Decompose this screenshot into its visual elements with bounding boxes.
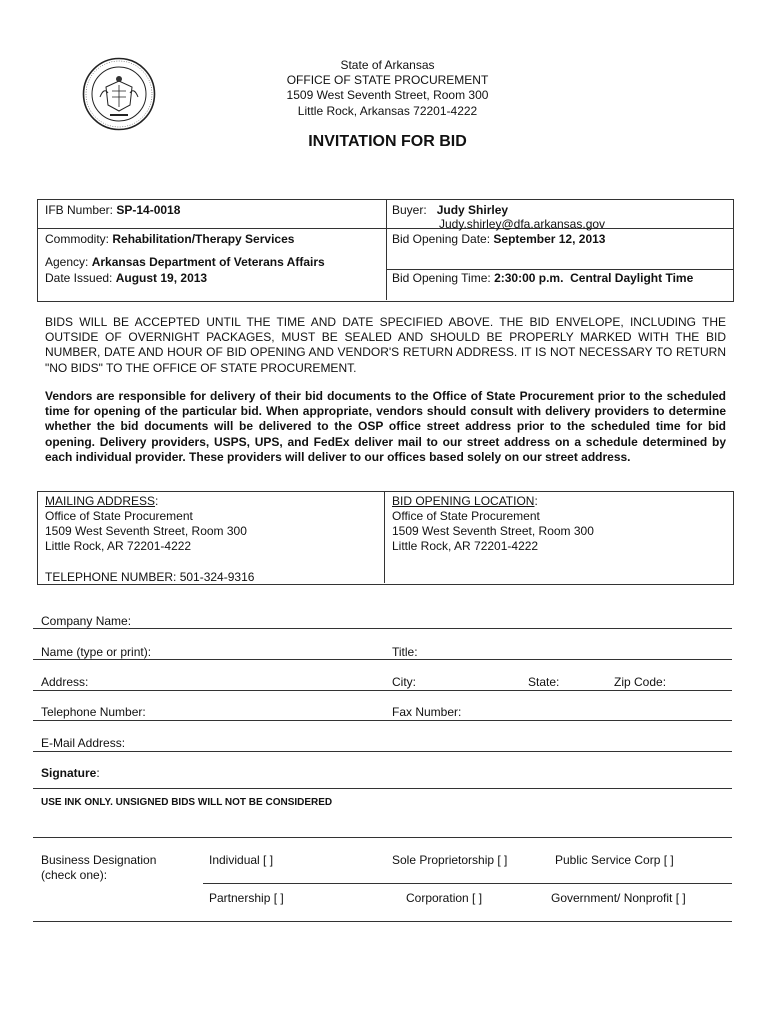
checkbox-corporation[interactable]: Corporation [ ] [406, 891, 483, 905]
designation-label: Business Designation [41, 853, 157, 867]
location-heading: BID OPENING LOCATION: [392, 494, 538, 508]
company-name-field[interactable] [33, 628, 732, 629]
ifb-number: IFB Number: SP-14-0018 [45, 203, 181, 217]
info-row-line [38, 228, 733, 229]
zip-label: Zip Code: [614, 675, 667, 689]
location-line2: 1509 West Seventh Street, Room 300 [392, 524, 594, 538]
bid-notice: BIDS WILL BE ACCEPTED UNTIL THE TIME AND DATE SPECIFIED ABOVE. THE BID ENVELOPE, INCLUDING THE OUTSIDE OF OVERNIGHT PACKAGES, MUST BE SEALED AND SHOULD BE PROPERLY MARKED WITH THE BID NUMBER, DATE AND HOUR OF BID OPENING AND VENDOR'S RETURN ADDRESS. IT IS NOT NECESSARY TO RETURN "NO BIDS" TO THE OFFICE OF STATE PROCUREMENT. [45, 315, 726, 375]
mailing-line1: Office of State Procurement [45, 509, 193, 523]
telephone-number: TELEPHONE NUMBER: 501-324-9316 [45, 570, 255, 584]
agency: Agency: Arkansas Department of Veterans Affairs [45, 255, 325, 269]
checkbox-sole-proprietorship[interactable]: Sole Proprietorship [ ] [392, 853, 508, 867]
buyer: Buyer: Judy Shirley [392, 203, 509, 217]
name-label: Name (type or print): [41, 645, 152, 659]
mailing-heading: MAILING ADDRESS: [45, 494, 159, 508]
phone-fax-field[interactable] [33, 720, 732, 721]
checkbox-government-nonprofit[interactable]: Government/ Nonprofit [ ] [551, 891, 686, 905]
designation-row-line [203, 883, 732, 884]
ink-notice-line [33, 837, 732, 838]
designation-bottom-line [33, 921, 732, 922]
address-label: Address: [41, 675, 89, 689]
email-label: E-Mail Address: [41, 736, 126, 750]
designation-sublabel: (check one): [41, 868, 108, 882]
info-row-line-right [386, 269, 733, 270]
commodity: Commodity: Rehabilitation/Therapy Services [45, 232, 295, 246]
ink-notice: USE INK ONLY. UNSIGNED BIDS WILL NOT BE CONSIDERED [41, 797, 333, 808]
date-issued: Date Issued: August 19, 2013 [45, 271, 208, 285]
vendor-notice: Vendors are responsible for delivery of their bid documents to the Office of State Procurement prior to the scheduled time for opening of the particular bid. When appropriate, vendors should consult with delivery providers to determine whether the bid documents will be delivered to the OSP office street address prior to the scheduled time for bid opening. Delivery providers, USPS, UPS, and FedEx deliver mail to our street address on a schedule determined by each individual provider. These providers will deliver to our offices based solely on our street address. [45, 389, 726, 464]
header-city: Little Rock, Arkansas 72201-4222 [297, 104, 478, 118]
telephone-label: Telephone Number: [41, 705, 146, 719]
fax-label: Fax Number: [392, 705, 462, 719]
title-label: Title: [392, 645, 418, 659]
signature-field[interactable] [33, 788, 732, 789]
checkbox-individual[interactable]: Individual [ ] [209, 853, 274, 867]
bid-opening-date: Bid Opening Date: September 12, 2013 [392, 232, 606, 246]
header-street: 1509 West Seventh Street, Room 300 [286, 88, 489, 102]
header-office: OFFICE OF STATE PROCUREMENT [286, 73, 489, 87]
state-label: State: [528, 675, 560, 689]
company-name-label: Company Name: [41, 614, 132, 628]
city-label: City: [392, 675, 416, 689]
email-field[interactable] [33, 751, 732, 752]
checkbox-partnership[interactable]: Partnership [ ] [209, 891, 284, 905]
state-seal-logo [82, 57, 156, 131]
bid-opening-time: Bid Opening Time: 2:30:00 p.m. Central Daylight Time [392, 271, 694, 285]
location-line3: Little Rock, AR 72201-4222 [392, 539, 539, 553]
buyer-email: Judy.shirley@dfa.arkansas.gov [439, 217, 606, 231]
mailing-line3: Little Rock, AR 72201-4222 [45, 539, 192, 553]
checkbox-public-service-corp[interactable]: Public Service Corp [ ] [555, 853, 674, 867]
address-divider [384, 492, 385, 583]
info-divider [386, 200, 387, 300]
page-title: INVITATION FOR BID [308, 133, 467, 150]
header-state: State of Arkansas [340, 58, 435, 72]
mailing-line2: 1509 West Seventh Street, Room 300 [45, 524, 247, 538]
name-title-field[interactable] [33, 659, 732, 660]
location-line1: Office of State Procurement [392, 509, 540, 523]
signature-label: Signature: [41, 766, 100, 780]
address-field[interactable] [33, 690, 732, 691]
